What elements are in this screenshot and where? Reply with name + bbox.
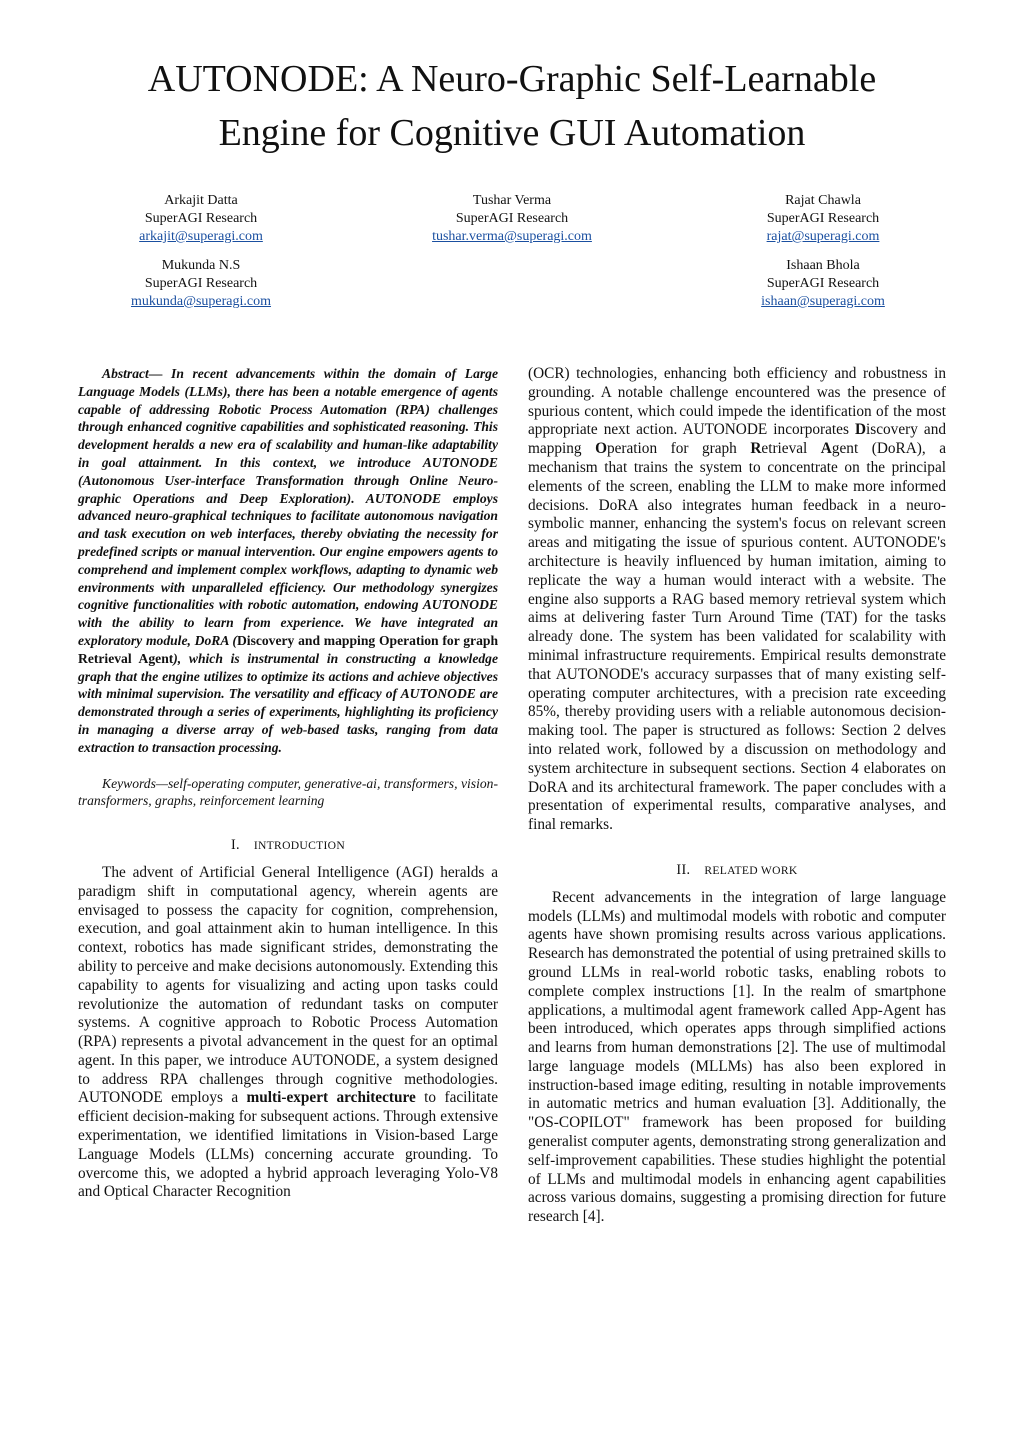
author-block — [688, 257, 958, 311]
paper-title — [0, 52, 1024, 160]
author-block — [688, 192, 958, 246]
related-work-paragraph: Recent advancements in the integration of large language models (LLMs) and multimodal models with robotic and computer agents have shown promising results across various applications. Research has demonstrated the potential of using pretrained skills to ground LLMs in real-world robotic tasks, enabling robots to complete complex instructions [1]. In the realm of smartphone applications, a multimodal agent framework called App-Agent has been introduced, which operates apps through simplified actions and learns from human demonstrations [2]. The use of multimodal large language models (MLLMs) has also been explored in instruction-based image editing, resulting in notable improvements in automatic metrics and human evaluation [3]. Additionally, the "OS-COPILOT" framework has been proposed for building generalist computer agents, demonstrating strong generalization and self-improvement capabilities. These studies highlight the potential of LLMs and multimodal models in enhancing agent capabilities across various domains, suggesting a promising direction for future research [4]. — [528, 888, 946, 1226]
title-line-1: AUTONODE: A Neuro-Graphic Self-Learnable — [147, 58, 877, 100]
introduction-continued-paragraph — [528, 365, 946, 835]
intro-continued-text-b: gent (DoRA), a mechanism that trains the system to concentrate on the principal elements of the screen, enabling the LLM to make more informed decisions. DoRA also integrates human feedback in a neuro-symbolic manner, enhancing the system's focus on relevant screen areas and mitigating the issue of spurious content. AUTONODE's architecture is heavily influenced by human imitation, aiming to replicate the way a human would interact with a website. The engine also supports a RAG based memory retrieval system which aims at delivering faster Turn Around Time (TAT) for the tasks already done. The system has been validated for scalability with minimal infrastructure requirements. Empirical results demonstrate that AUTONODE's accuracy surpasses that of many existing self-operating computer architectures, with a precision rate exceeding 85%, thereby providing users with a reliable autonomous decision-making tool. The paper is structured as follows: Section 2 delves into related work, followed by a discussion on methodology and system architecture in subsequent sections. Section 4 elaborates on DoRA and its architectural framework. The paper concludes with a presentation of experimental results, comparative analyses, and final remarks. — [528, 440, 946, 834]
dora-letter-a: A — [820, 440, 832, 458]
author-email-link[interactable]: ishaan@superagi.com — [761, 294, 885, 309]
keywords-label: Keywords— — [102, 775, 168, 791]
left-column — [78, 365, 498, 1202]
author-email-link[interactable]: rajat@superagi.com — [766, 229, 880, 244]
dora-expansion: Discovery and mapping Operation for graph Retrieval Agent — [78, 632, 499, 666]
section-heading-related-work — [528, 861, 946, 881]
author-name: Ishaan Bhola — [786, 258, 860, 273]
intro-continued-text-a: (OCR) technologies, enhancing both efficiency and robustness in grounding. A notable challenge encountered was the presence of spurious content, which could impede the identification of the most appropriate next action. AUTONODE incorporates — [528, 365, 946, 439]
dora-letter-d: D — [854, 421, 867, 439]
author-name: Rajat Chawla — [785, 193, 861, 208]
author-block — [66, 257, 336, 311]
author-affiliation: SuperAGI Research — [144, 211, 258, 226]
section-number: II. — [676, 861, 691, 878]
author-affiliation: SuperAGI Research — [766, 211, 880, 226]
section-number: I. — [230, 837, 240, 854]
dora-word-iscovery: iscovery and mapping — [528, 421, 947, 458]
abstract-text-1: In recent advancements within the domain of Large Language Models (LLMs), there has been a notable emergence of agents capable of addressing Robotic Process Automation (RPA) challenges through enhanced cognitive capabilities and sophisticated reasoning. This development heralds a new era of scalability and human-like adaptability in goal attainment. In this context, we introduce AUTONODE (Autonomous User-interface Transformation through Online Neuro-graphic Operations and Deep Exploration). AUTONODE employs advanced neuro-graphical techniques to facilitate autonomous navigation and task execution on web interfaces, thereby obviating the necessity for predefined scripts or manual intervention. Our engine empowers agents to comprehend and implement complex workflows, adapting to dynamic web environments with unparalleled efficiency. Our methodology synergizes cognitive functionalities with robotic automation, endowing AUTONODE with the ability to learn from experience. We have integrated an exploratory module, DoRA ( — [78, 366, 498, 648]
author-name: Mukunda N.S — [161, 258, 241, 273]
introduction-text-1: The advent of Artificial General Intelligence (AGI) heralds a paradigm shift in computational agency, wherein agents are envisaged to possess the capacity for cognition, comprehension, execution, and goal attainment akin to human intelligence. In this context, robotics has made significant strides, demonstrating the ability to perceive and make decisions autonomously. Extending this capability to agents for visualizing and acting upon tasks could revolutionize the automation of redundant tasks on computer systems. A cognitive approach to Robotic Process Automation (RPA) represents a pivotal advancement in the quest for an optimal agent. In this paper, we introduce AUTONODE, a system designed to address RPA challenges through cognitive methodologies. AUTONODE employs a — [78, 863, 499, 1107]
dora-word-etrieval: etrieval — [761, 440, 821, 458]
author-name: Arkajit Datta — [164, 193, 238, 208]
abstract — [78, 365, 498, 757]
author-block — [66, 192, 336, 246]
section-title: INTRODUCTION — [253, 839, 346, 853]
keywords — [78, 775, 498, 811]
author-email-link[interactable]: arkajit@superagi.com — [139, 229, 263, 244]
author-affiliation: SuperAGI Research — [455, 211, 569, 226]
right-column — [528, 365, 946, 1227]
introduction-bold-phrase: multi-expert architecture — [246, 1089, 416, 1107]
keywords-text: self-operating computer, generative-ai, transformers, vision-transformers, graphs, reinforcement learning — [78, 775, 498, 809]
author-name: Tushar Verma — [472, 193, 552, 208]
dora-letter-r: R — [750, 440, 762, 458]
introduction-paragraph — [78, 864, 498, 1202]
section-title: RELATED WORK — [704, 863, 798, 877]
author-affiliation: SuperAGI Research — [144, 276, 258, 291]
abstract-label: Abstract— — [102, 366, 163, 381]
dora-word-peration: peration for graph — [606, 440, 751, 458]
section-heading-introduction — [78, 836, 498, 856]
abstract-text-2: ), which is instrumental in constructing a knowledge graph that the engine utilizes to optimize its actions and achieve objectives with minimal supervision. The versatility and efficacy of AUTONODE are demonstrated through a series of experiments, highlighting its proficiency in managing a diverse array of web-based tasks, ranging from data extraction to transaction processing. — [78, 650, 498, 755]
introduction-text-2: to facilitate efficient decision-making for subsequent actions. Through extensive experimentation, we identified limitations in Vision-based Large Language Models (LLMs) concerning accurate grounding. To overcome this, we adopted a hybrid approach leveraging Yolo-V8 and Optical Character Recognition — [78, 1089, 498, 1201]
author-block — [377, 192, 647, 246]
author-affiliation: SuperAGI Research — [766, 276, 880, 291]
dora-letter-o: O — [595, 440, 607, 458]
author-email-link[interactable]: tushar.verma@superagi.com — [432, 229, 592, 244]
author-email-link[interactable]: mukunda@superagi.com — [130, 294, 272, 309]
title-line-2: Engine for Cognitive GUI Automation — [218, 112, 806, 154]
